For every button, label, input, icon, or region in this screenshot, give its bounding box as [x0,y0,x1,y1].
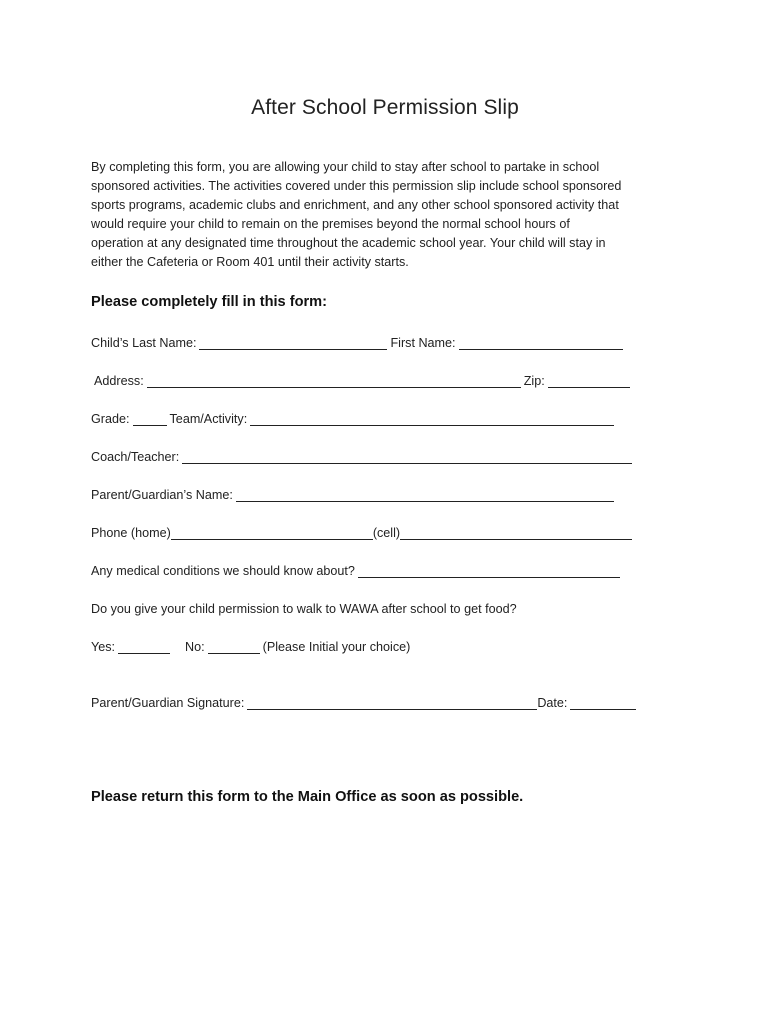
return-instructions: Please return this form to the Main Office as soon as possible. [91,789,524,805]
no-initial-field[interactable] [208,640,260,654]
last-name-label: Child’s Last Name: [91,336,197,350]
section-heading: Please completely fill in this form: [91,294,327,310]
signature-row [91,692,639,710]
address-field[interactable] [147,374,521,388]
medical-conditions-field[interactable] [358,564,620,578]
grade-team-row [91,408,617,426]
yes-initial-field[interactable] [118,640,170,654]
address-label: Address: [94,374,144,388]
address-row [94,370,633,388]
phone-cell-field[interactable] [400,526,632,540]
coach-teacher-field[interactable] [182,450,632,464]
intro-line: would require your child to remain on the premises beyond the normal school hours of [91,217,570,231]
intro-paragraph [91,158,676,272]
intro-line: either the Cafeteria or Room 401 until their activity starts. [91,255,409,269]
intro-line: operation at any designated time throughout the academic school year. Your child will stay in [91,236,606,250]
intro-line: By completing this form, you are allowing your child to stay after school to partake in school [91,160,600,174]
no-label: No: [185,640,205,654]
medical-row [91,560,623,578]
coach-row [91,446,635,464]
first-name-label: First Name: [390,336,456,350]
initial-note: (Please Initial your choice) [262,640,411,654]
last-name-field[interactable] [199,336,387,350]
coach-teacher-label: Coach/Teacher: [91,450,180,464]
guardian-name-label: Parent/Guardian’s Name: [91,488,233,502]
date-label: Date: [537,696,568,710]
team-activity-field[interactable] [250,412,614,426]
date-field[interactable] [570,696,636,710]
grade-field[interactable] [133,412,167,426]
grade-label: Grade: [91,412,130,426]
wawa-question: Do you give your child permission to walk to WAWA after school to get food? [91,602,517,616]
name-row [91,332,626,350]
yes-label: Yes: [91,640,116,654]
phone-home-label: Phone (home) [91,526,171,540]
wawa-question-row [91,598,517,616]
guardian-name-field[interactable] [236,488,614,502]
guardian-name-row [91,484,617,502]
team-activity-label: Team/Activity: [169,412,248,426]
yes-no-row [91,636,410,654]
signature-label: Parent/Guardian Signature: [91,696,245,710]
zip-label: Zip: [523,374,545,388]
phone-cell-label: (cell) [372,526,401,540]
intro-line: sports programs, academic clubs and enrichment, and any other school sponsored activity that [91,198,619,212]
zip-field[interactable] [548,374,630,388]
phone-row [91,522,632,540]
signature-field[interactable] [247,696,537,710]
first-name-field[interactable] [459,336,623,350]
phone-home-field[interactable] [171,526,373,540]
intro-line: sponsored activities. The activities covered under this permission slip include school sponsored [91,179,622,193]
form-title: After School Permission Slip [251,96,519,119]
medical-conditions-label: Any medical conditions we should know about? [91,564,355,578]
